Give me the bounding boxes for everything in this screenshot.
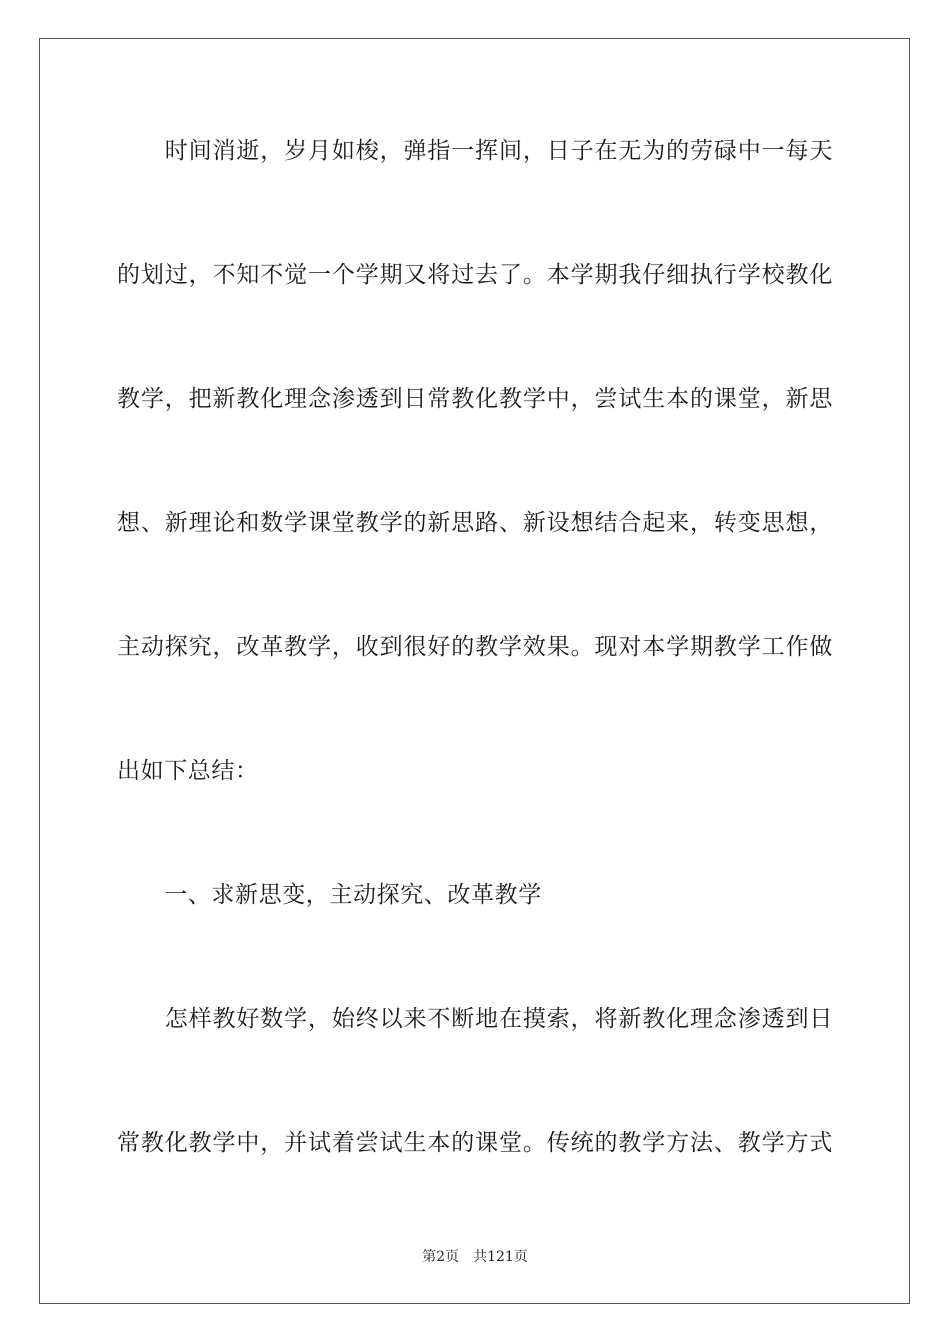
page-number: 第2页: [422, 1249, 460, 1265]
section-heading: 一、求新思变，主动探究、改革教学: [117, 882, 542, 908]
paragraph-line: 教学，把新教化理念渗透到日常教化教学中，尝试生本的课堂，新思: [117, 386, 833, 412]
paragraph-line: 时间消逝，岁月如梭，弹指一挥间，日子在无为的劳碌中一每天: [117, 138, 833, 164]
paragraph-line: 的划过，不知不觉一个学期又将过去了。本学期我仔细执行学校教化: [117, 262, 833, 288]
paragraph-line: 常教化教学中，并试着尝试生本的课堂。传统的教学方法、教学方式: [117, 1130, 833, 1156]
paragraph-line: 出如下总结：: [117, 758, 259, 784]
page-border: [39, 38, 910, 1304]
paragraph-line: 想、新理论和数学课堂教学的新思路、新设想结合起来，转变思想，: [117, 510, 833, 536]
paragraph-line: 怎样教好数学，始终以来不断地在摸索，将新教化理念渗透到日: [117, 1006, 833, 1032]
page-total: 共121页: [473, 1249, 528, 1265]
paragraph-line: 主动探究，改革教学，收到很好的教学效果。现对本学期教学工作做: [117, 634, 833, 660]
page-footer: [0, 1248, 950, 1266]
